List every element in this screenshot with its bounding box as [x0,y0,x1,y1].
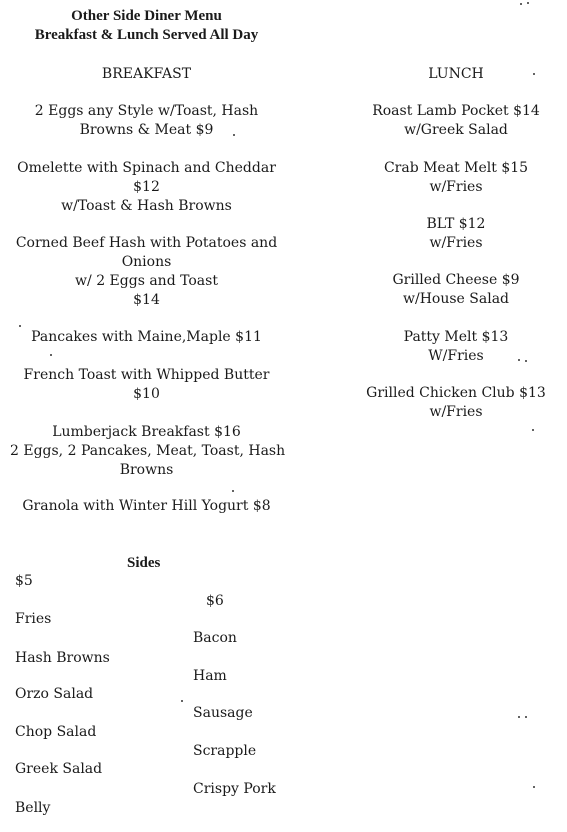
side-item: Orzo Salad [15,686,94,702]
lunch-heading: LUNCH [428,66,484,82]
scan-speck [518,716,520,718]
item-line: 2 Eggs any Style w/Toast, Hash [34,103,259,119]
breakfast-item [10,234,283,310]
side-item: Ham [193,668,227,684]
breakfast-item [10,423,286,480]
item-line: Pancakes with Maine,Maple $11 [31,329,262,345]
sides-price-5: $5 [15,573,33,589]
item-line: Patty Melt $13 [403,329,509,345]
item-line: Omelette with Spinach and Cheddar [17,160,276,176]
side-item: Sausage [193,705,253,721]
item-line: Lumberjack Breakfast $16 [52,424,241,440]
item-line: w/ 2 Eggs and Toast [75,273,218,289]
side-item: Bacon [193,630,237,646]
lunch-item [356,102,556,140]
side-item: Scrapple [193,743,257,759]
menu-subtitle: Breakfast & Lunch Served All Day [34,27,259,43]
scan-speck [533,786,535,788]
sides-price-6: $6 [206,593,224,609]
breakfast-item [10,328,283,347]
item-line: w/Toast & Hash Browns [61,198,232,214]
menu-title: Other Side Diner Menu [71,8,222,24]
item-line: Onions [121,254,172,270]
item-line: Grilled Chicken Club $13 [366,385,546,401]
lunch-item [356,159,556,197]
item-line: $14 [133,292,160,308]
item-line: Roast Lamb Pocket $14 [372,103,540,119]
scan-speck [533,73,535,75]
item-line: w/Fries [429,404,483,420]
scan-speck [527,2,529,4]
lunch-item [356,271,556,309]
side-item: Chop Salad [15,724,97,740]
item-line: Crab Meat Melt $15 [383,160,529,176]
lunch-item [356,384,556,422]
scan-speck [525,360,527,362]
item-line: Corned Beef Hash with Potatoes and [15,235,278,251]
scan-speck [181,700,183,702]
scan-speck [19,325,21,327]
breakfast-item [10,159,283,216]
item-line: Browns & Meat $9 [79,122,214,138]
side-item: Crispy Pork [193,781,276,797]
scan-speck [525,716,527,718]
breakfast-item [10,102,283,140]
item-line: w/Greek Salad [404,122,508,138]
side-item: Fries [15,611,52,627]
item-line: Granola with Winter Hill Yogurt $8 [22,498,271,514]
scan-speck [50,354,52,356]
scan-speck [518,359,520,361]
scan-speck [232,490,234,492]
item-line: Browns [119,462,174,478]
sides-heading: Sides [127,555,161,571]
side-item: Hash Browns [15,650,110,666]
scan-speck [520,3,522,5]
item-line: $12 [133,179,160,195]
item-line: w/Fries [429,235,483,251]
item-line: BLT $12 [426,216,486,232]
breakfast-item [10,366,283,404]
scan-speck [532,429,534,431]
item-line: W/Fries [428,348,484,364]
item-line: w/Fries [429,179,483,195]
item-line: Grilled Cheese $9 [392,272,520,288]
scan-speck [233,134,235,136]
breakfast-item [10,497,283,516]
lunch-item [356,215,556,253]
item-line: 2 Eggs, 2 Pancakes, Meat, Toast, Hash [10,443,286,459]
side-item: Greek Salad [15,761,103,777]
item-line: $10 [133,386,160,402]
side-item: Belly [15,800,51,816]
item-line: French Toast with Whipped Butter [23,367,270,383]
item-line: w/House Salad [403,291,509,307]
breakfast-heading: BREAKFAST [101,66,192,82]
